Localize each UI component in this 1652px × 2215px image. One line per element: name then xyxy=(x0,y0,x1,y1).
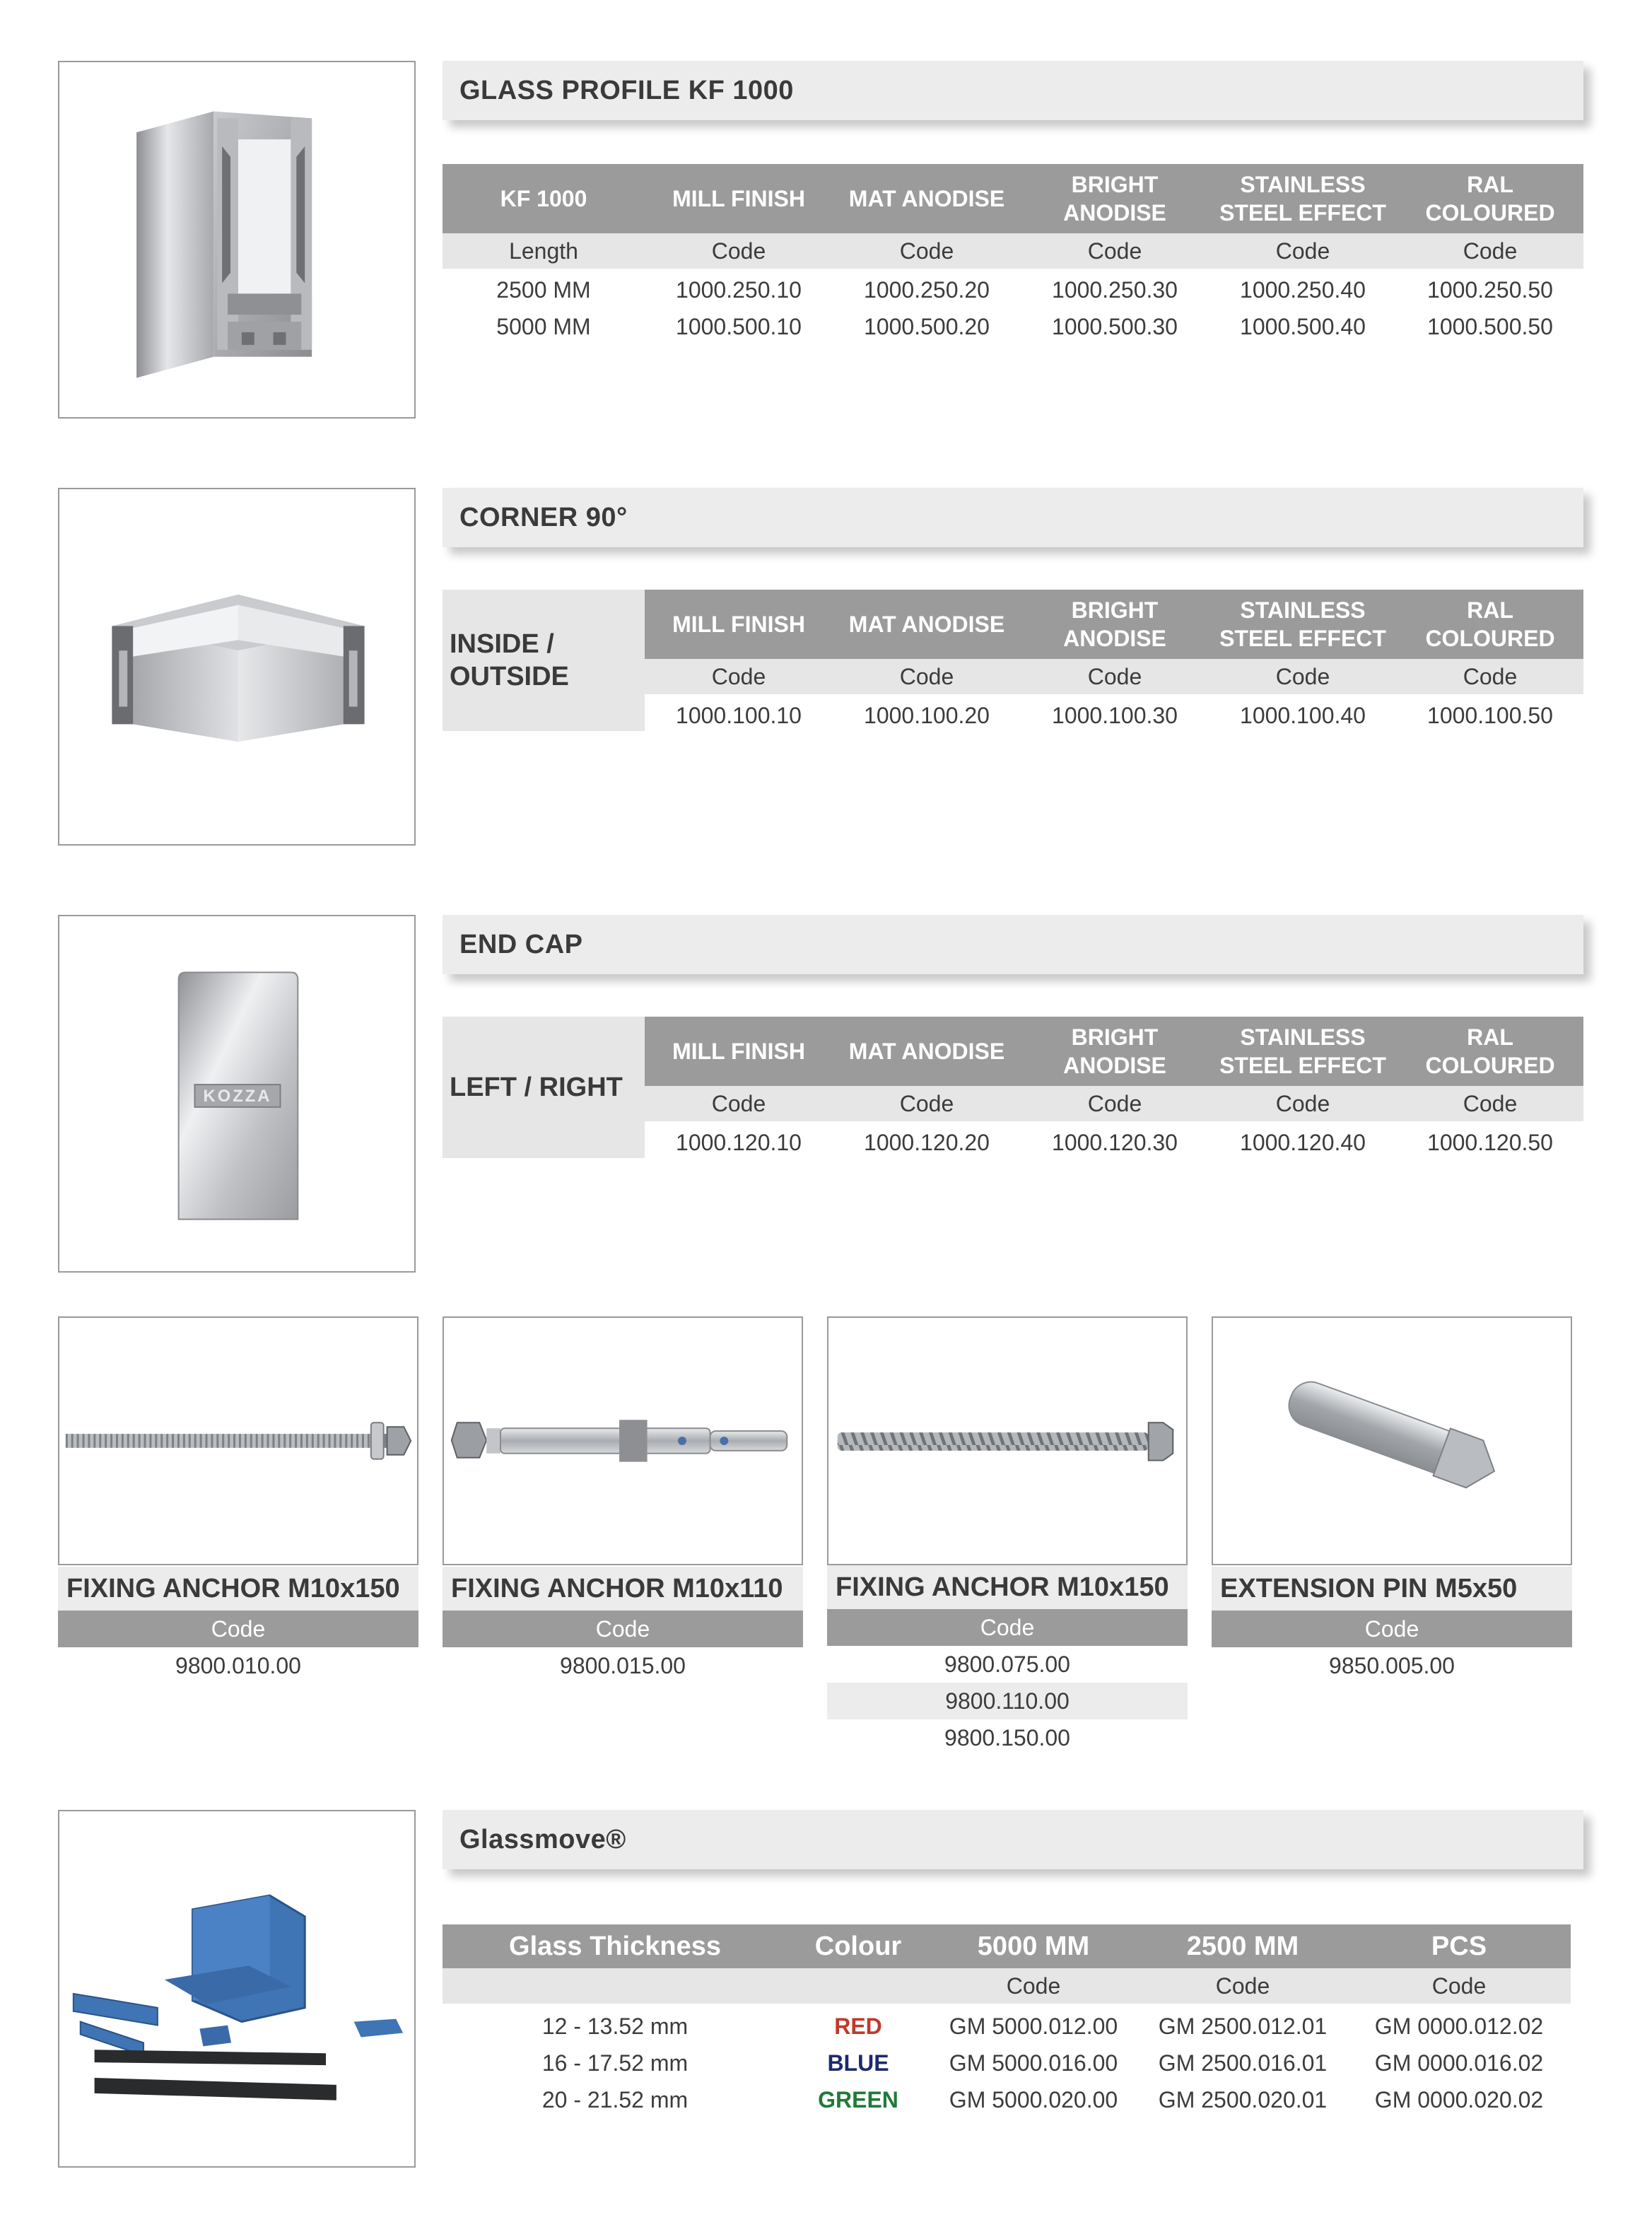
endcap-header-mill: MILL FINISH xyxy=(672,1039,805,1064)
endcap-sub-code: Code xyxy=(711,1091,766,1116)
table-cell: GM 2500.012.01 xyxy=(1158,2014,1328,2039)
anchor3-title: FIXING ANCHOR M10x150 xyxy=(827,1565,1188,1609)
table-cell: 1000.250.40 xyxy=(1240,277,1366,303)
table-cell: GM 2500.020.01 xyxy=(1158,2087,1328,2112)
table-cell: 12 - 13.52 mm xyxy=(541,2014,689,2039)
kf1000-header-row xyxy=(443,164,1583,233)
glassmove-sub-code: Code xyxy=(1431,1973,1487,1999)
endcap-sub-code: Code xyxy=(899,1091,954,1116)
table-cell: 1000.100.20 xyxy=(864,703,990,728)
kf1000-sub-code: Code xyxy=(1463,238,1518,264)
kf1000-sub-code: Code xyxy=(1087,238,1142,264)
endcap-product-image xyxy=(58,915,416,1273)
kf1000-sub-code: Code xyxy=(711,238,766,264)
glassmove-sub-blank xyxy=(443,1968,787,2004)
glassmove-title: Glassmove® xyxy=(459,1825,626,1854)
glassmove-header-pcs: PCS xyxy=(1431,1931,1487,1961)
table-cell: GM 0000.020.02 xyxy=(1374,2087,1544,2112)
endcap-title-bar xyxy=(443,915,1583,974)
glassmove-sub-code: Code xyxy=(1215,1973,1270,1999)
table-cell: 1000.100.40 xyxy=(1240,703,1366,728)
corner-sub-code: Code xyxy=(1463,664,1518,689)
concrete-screw-icon xyxy=(828,1318,1186,1564)
glassmove-header-2500: 2500 MM xyxy=(1186,1931,1299,1961)
anchor3-code-value: 9800.075.00 xyxy=(944,1652,1070,1677)
anchor1-title: FIXING ANCHOR M10x150 xyxy=(58,1567,418,1611)
anchor4-code-value: 9850.005.00 xyxy=(1329,1653,1455,1678)
colour-blue: BLUE xyxy=(827,2050,889,2076)
endcap-header-stainless: STAINLESS STEEL EFFECT xyxy=(1219,1024,1386,1078)
corner-title: CORNER 90° xyxy=(459,503,628,532)
anchor2-product-image xyxy=(443,1316,803,1565)
table-cell: 1000.120.10 xyxy=(676,1130,802,1155)
endcap-header-bright: BRIGHT ANODISE xyxy=(1063,1024,1166,1078)
corner-sub-code: Code xyxy=(1087,664,1142,689)
kf1000-subheader-row xyxy=(443,233,1583,269)
endcap-header-ral: RAL COLOURED xyxy=(1425,1024,1555,1078)
anchor4-code-label: Code xyxy=(1212,1611,1572,1647)
anchor4-title: EXTENSION PIN M5x50 xyxy=(1212,1567,1572,1611)
anchor2-code-value: 9800.015.00 xyxy=(560,1653,686,1678)
table-cell: GM 0000.012.02 xyxy=(1374,2014,1544,2039)
corner-side-label-line1: INSIDE / xyxy=(450,629,554,659)
corner-sub-code: Code xyxy=(899,664,954,689)
table-row xyxy=(645,1124,1583,1161)
anchor3-code-label: Code xyxy=(827,1609,1188,1646)
endcap-sub-code: Code xyxy=(1463,1091,1518,1116)
kf1000-title-bar xyxy=(443,61,1583,120)
kf1000-header-mill: MILL FINISH xyxy=(672,186,805,211)
table-cell: 1000.250.50 xyxy=(1427,277,1553,303)
corner-product-image xyxy=(58,488,416,846)
endcap-side-label xyxy=(443,1017,645,1158)
anchor1-product-image xyxy=(58,1316,418,1565)
kf1000-sub-code: Code xyxy=(1275,238,1330,264)
table-cell: GM 2500.016.01 xyxy=(1158,2050,1328,2076)
corner-profile-icon xyxy=(59,489,414,844)
glass-profile-icon xyxy=(59,62,414,417)
end-cap-icon xyxy=(59,916,414,1271)
glassmove-header-row xyxy=(443,1924,1571,1968)
anchor2-title: FIXING ANCHOR M10x110 xyxy=(443,1567,803,1611)
kf1000-title: GLASS PROFILE KF 1000 xyxy=(459,76,794,105)
anchor3-code-value: 9800.110.00 xyxy=(827,1683,1188,1719)
table-cell: 2500 MM xyxy=(496,277,591,303)
table-cell: 1000.120.30 xyxy=(1052,1130,1178,1155)
table-cell: 1000.100.30 xyxy=(1052,703,1178,728)
glassmove-header-5000: 5000 MM xyxy=(977,1931,1090,1961)
table-cell: 5000 MM xyxy=(496,314,591,339)
endcap-logo-text: KOZZA xyxy=(203,1086,272,1106)
endcap-header-mat: MAT ANODISE xyxy=(848,1039,1005,1064)
table-cell: 1000.250.20 xyxy=(864,277,990,303)
table-row xyxy=(645,697,1583,734)
table-cell: 1000.500.50 xyxy=(1427,314,1553,339)
anchor1-code-value: 9800.010.00 xyxy=(175,1653,301,1678)
corner-header-stainless: STAINLESS STEEL EFFECT xyxy=(1219,597,1386,651)
glassmove-sub-blank xyxy=(787,1968,929,2004)
anchor2-code-label: Code xyxy=(443,1611,803,1647)
table-cell: 1000.120.50 xyxy=(1427,1130,1553,1155)
endcap-side-label-text: LEFT / RIGHT xyxy=(450,1073,623,1102)
table-cell: 1000.500.20 xyxy=(864,314,990,339)
corner-sub-code: Code xyxy=(711,664,766,689)
table-cell: 1000.250.10 xyxy=(676,277,802,303)
anchor4-product-image xyxy=(1212,1316,1572,1565)
colour-red: RED xyxy=(834,2014,882,2039)
table-cell: GM 5000.020.00 xyxy=(949,2087,1118,2112)
table-cell: 16 - 17.52 mm xyxy=(541,2050,689,2076)
kf1000-header-mat: MAT ANODISE xyxy=(848,186,1005,211)
sleeve-anchor-icon xyxy=(444,1318,802,1564)
corner-side-label-line2: OUTSIDE xyxy=(450,662,569,691)
glassmove-header-colour: Colour xyxy=(814,1931,902,1961)
endcap-sub-code: Code xyxy=(1087,1091,1142,1116)
endcap-subheader-row xyxy=(645,1086,1583,1121)
kf1000-sub-length: Length xyxy=(509,238,578,264)
corner-subheader-row xyxy=(645,659,1583,694)
kf1000-sub-code: Code xyxy=(899,238,954,264)
extension-pin-icon xyxy=(1213,1318,1571,1564)
glassmove-subheader-row xyxy=(443,1968,1571,2004)
corner-title-bar xyxy=(443,488,1583,547)
table-cell: 20 - 21.52 mm xyxy=(541,2087,689,2112)
corner-header-bright: BRIGHT ANODISE xyxy=(1063,597,1166,651)
anchor1-code-label: Code xyxy=(58,1611,418,1647)
table-cell: 1000.500.30 xyxy=(1052,314,1178,339)
anchor3-code-value: 9800.150.00 xyxy=(944,1725,1070,1751)
table-cell: 1000.500.40 xyxy=(1240,314,1366,339)
table-cell: 1000.250.30 xyxy=(1052,277,1178,303)
table-cell: 1000.100.50 xyxy=(1427,703,1553,728)
kf1000-header-length: KF 1000 xyxy=(500,186,587,211)
table-row xyxy=(443,2081,1571,2118)
endcap-header-row xyxy=(645,1017,1583,1086)
colour-green: GREEN xyxy=(818,2087,898,2112)
table-row xyxy=(443,2008,1571,2045)
table-cell: 1000.120.20 xyxy=(864,1130,990,1155)
corner-header-ral: RAL COLOURED xyxy=(1425,597,1555,651)
corner-header-row xyxy=(645,590,1583,659)
table-cell: 1000.100.10 xyxy=(676,703,802,728)
glassmove-kit-icon xyxy=(59,1811,414,2166)
kf1000-product-image xyxy=(58,61,416,419)
kf1000-header-stainless: STAINLESS STEEL EFFECT xyxy=(1219,172,1386,226)
table-cell: 1000.500.10 xyxy=(676,314,802,339)
glassmove-header-thickness: Glass Thickness xyxy=(509,1931,721,1961)
table-row xyxy=(443,271,1583,308)
threaded-rod-icon xyxy=(59,1318,417,1564)
glassmove-title-bar xyxy=(443,1810,1583,1869)
table-cell: GM 5000.016.00 xyxy=(949,2050,1118,2076)
table-cell: GM 5000.012.00 xyxy=(949,2014,1118,2039)
table-cell: GM 0000.016.02 xyxy=(1374,2050,1544,2076)
corner-sub-code: Code xyxy=(1275,664,1330,689)
kf1000-header-bright: BRIGHT ANODISE xyxy=(1063,172,1166,226)
corner-header-mill: MILL FINISH xyxy=(672,612,805,637)
endcap-title: END CAP xyxy=(459,930,583,959)
corner-side-label xyxy=(443,590,645,731)
table-row xyxy=(443,308,1583,345)
kf1000-header-ral: RAL COLOURED xyxy=(1425,172,1555,226)
endcap-sub-code: Code xyxy=(1275,1091,1330,1116)
glassmove-sub-code: Code xyxy=(1006,1973,1061,1999)
corner-header-mat: MAT ANODISE xyxy=(848,612,1005,637)
anchor3-product-image xyxy=(827,1316,1188,1565)
glassmove-product-image xyxy=(58,1810,416,2168)
table-cell: 1000.120.40 xyxy=(1240,1130,1366,1155)
table-row xyxy=(443,2045,1571,2081)
